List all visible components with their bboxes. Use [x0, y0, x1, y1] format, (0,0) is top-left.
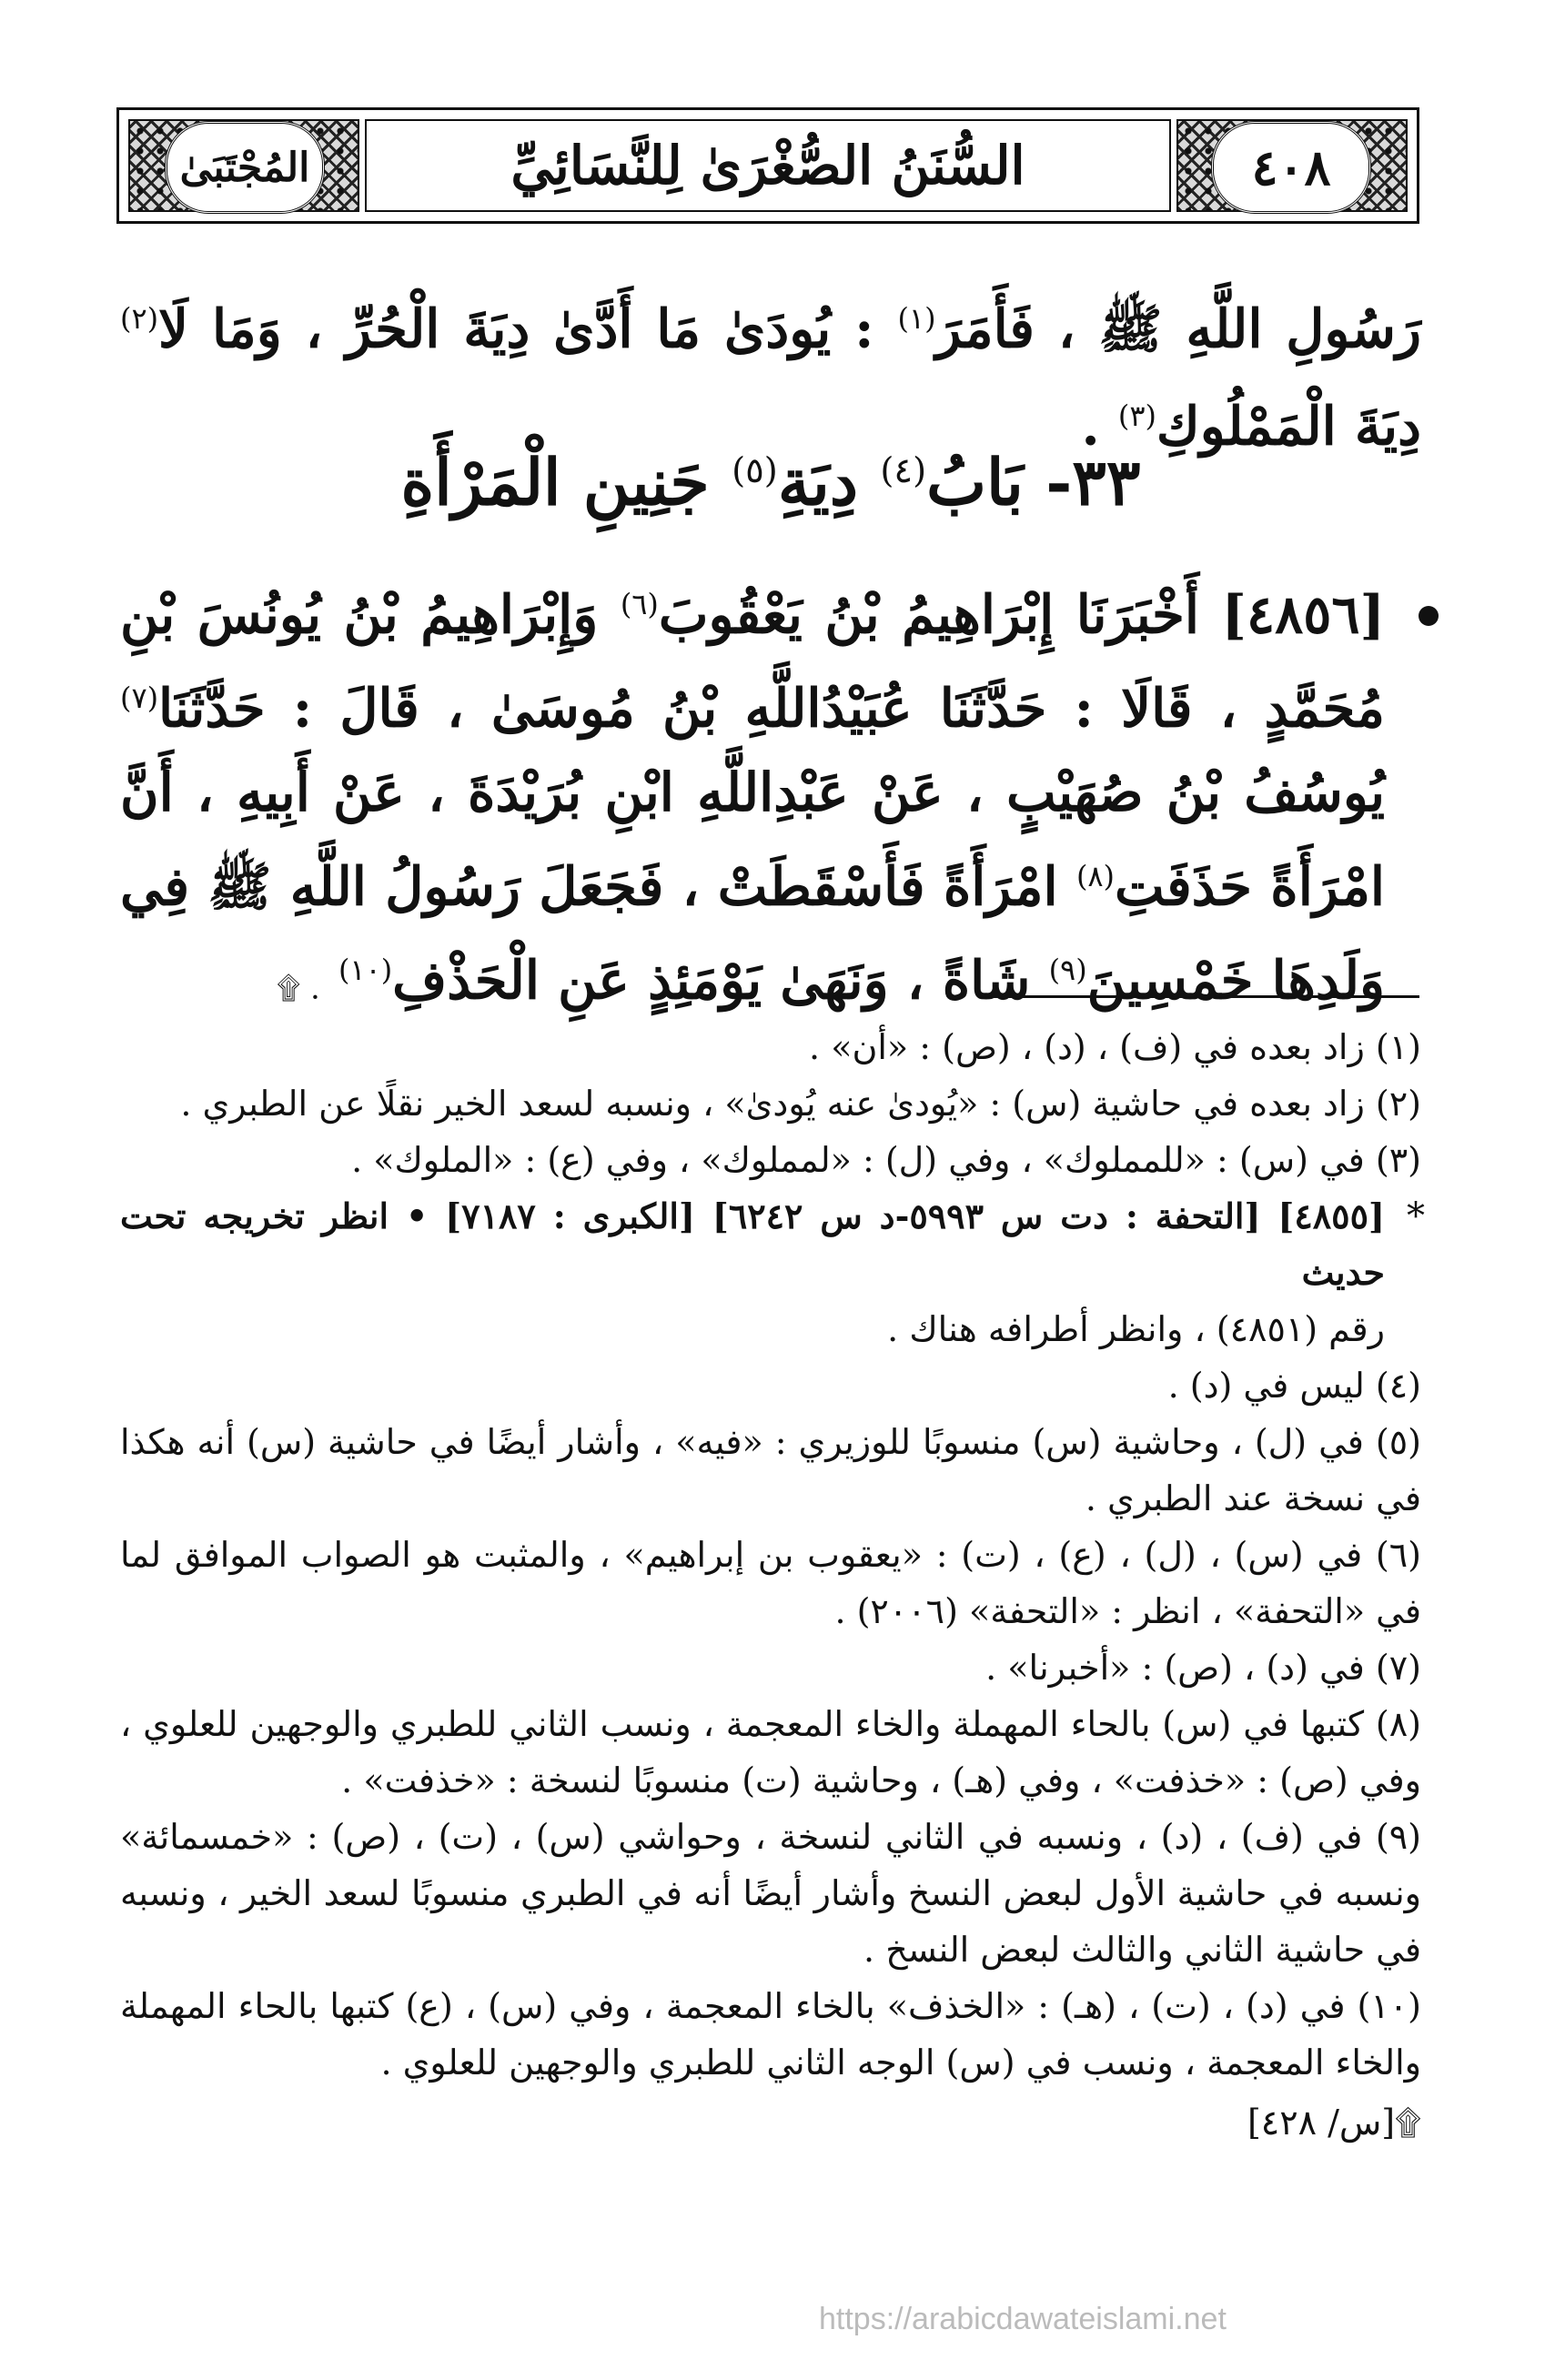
footnote-ref-5: (٥) [732, 450, 778, 491]
continuation-part-3: دِيَةَ الْمَمْلُوكِ [1156, 395, 1421, 458]
continuation-end: . [1081, 395, 1100, 458]
takhrij-bold: [٤٨٥٥] [التحفة : دت س ٥٩٩٣-د س ٦٢٤٢] [الكبرى : ٧١٨٧] • انظر تخريجه تحت حديث [120, 1195, 1385, 1293]
footnote-1: (١) زاد بعده في (ف) ، (د) ، (ص) : «أن» . [809, 1027, 1421, 1067]
footnote-separator [983, 995, 1419, 998]
footnote-ref-4: (٤) [880, 450, 927, 491]
footnote-8: (٨) كتبها في (س) بالحاء المهملة والخاء المعجمة ، ونسب الثاني للطبري والوجهين للعلوي ، وفي (ص) : «خذفت» ، وفي (هـ) ، وحاشية (ت) منسوبًا لنسخة : «خذفت» . [120, 1704, 1421, 1800]
chapter-label: ٣٣- بَابُ [926, 444, 1141, 520]
hadith-text [120, 562, 1385, 1030]
chapter-heading [120, 426, 1421, 528]
footnote-ref-10: (١٠) [338, 952, 393, 987]
footnote-10: (١٠) في (د) ، (ت) ، (هـ) : «الخذف» بالخاء المعجمة ، وفي (س) ، (ع) كتبها بالحاء المهملة والخاء المعجمة ، ونسب في (س) الوجه الثاني للطبري والوجهين للعلوي . [120, 1986, 1421, 2082]
hadith-part-1: أَخْبَرَنَا إِبْرَاهِيمُ بْنُ يَعْقُوبَ [658, 583, 1199, 646]
takhrij-rest: رقم (٤٨٥١) ، وانظر أطرافه هناك . [887, 1309, 1385, 1349]
footnote-ref-3: (٣) [1117, 398, 1156, 434]
footnote-9: (٩) في (ف) ، (د) ، ونسبه في الثاني لنسخة ، وحواشي (س) ، (ت) ، (ص) : «خمسمائة» ونسبه في حاشية الأول لبعض النسخ وأشار أيضًا أنه في الطبري منسوبًا لسعد الخير ، ونسبه في حاشية الثاني والثالث لبعض النسخ . [120, 1817, 1421, 1970]
hadith-bullet [1419, 606, 1439, 626]
hadith-part-2: وَإِبْرَاهِيمُ بْنُ يُونُسَ بْنِ مُحَمَّدٍ ، قَالَا : حَدَّثَنَا عُبَيْدُاللَّهِ بْنُ مُوسَىٰ ، قَالَ : حَدَّثَنَا [120, 583, 1385, 740]
footnote-7: (٧) في (د) ، (ص) : «أخبرنا» . [985, 1648, 1421, 1688]
footnote-ref-2: (٢) [120, 301, 159, 336]
continuation-part-1: رَسُولِ اللَّهِ ﷺ ، فَأَمَرَ [935, 298, 1421, 360]
asterisk-icon: * [1407, 1195, 1425, 1237]
continuation-part-2: : يُودَىٰ مَا أَدَّىٰ دِيَةَ الْحُرِّ ، وَمَا لَا [158, 298, 874, 360]
hadith-part-3: يُوسُفُ بْنُ صُهَيْبٍ ، عَنْ عَبْدِاللَّهِ ابْنِ بُرَيْدَةَ ، عَنْ أَبِيهِ ، أَنَّ امْرَأَةً حَذَفَتِ [120, 761, 1385, 917]
running-title: السُّنَنُ الصُّغْرَىٰ لِلنَّسَائِيِّ [365, 119, 1171, 212]
footnotes [120, 1019, 1425, 2151]
hadith-end: . ۩ [277, 970, 320, 1007]
footnote-3: (٣) في (س) : «للمملوك» ، وفي (ل) : «لمملوك» ، وفي (ع) : «الملوك» . [351, 1140, 1421, 1180]
page-reference: ۩[س/ ٤٢٨] [1247, 2103, 1421, 2143]
footnote-2: (٢) زاد بعده في حاشية (س) : «يُودىٰ عنه يُودىٰ» ، ونسبه لسعد الخير نقلًا عن الطبري . [180, 1084, 1421, 1124]
footnote-6: (٦) في (س) ، (ل) ، (ع) ، (ت) : «يعقوب بن إبراهيم» ، والمثبت هو الصواب الموافق لما في «التحفة» ، انظر : «التحفة» (٢٠٠٦) . [120, 1535, 1421, 1631]
chapter-tail: جَنِينِ الْمَرْأَةِ [400, 444, 710, 520]
hadith-part-4: امْرَأَةً فَأَسْقَطَتْ ، فَجَعَلَ رَسُولُ اللَّهِ ﷺ فِي وَلَدِهَا خَمْسِينَ [120, 854, 1385, 1012]
footnote-ref-9: (٩) [1048, 952, 1087, 987]
footnote-ref-7: (٧) [120, 681, 159, 716]
hadith-part-5: شَاةً ، وَنَهَىٰ يَوْمَئِذٍ عَنِ الْحَذْفِ [392, 949, 1031, 1012]
hadith-number: [٤٨٥٦] [1221, 583, 1385, 646]
book-medallion: المُجْتَبَىٰ [165, 121, 325, 214]
page-number: ٤٠٨ [1211, 121, 1371, 214]
footnote-5: (٥) في (ل) ، وحاشية (س) منسوبًا للوزيري : «فيه» ، وأشار أيضًا في حاشية (س) أنه هكذا في نسخة عند الطبري . [120, 1422, 1421, 1518]
footnote-ref-8: (٨) [1075, 858, 1115, 893]
page-header [116, 107, 1419, 224]
footnote-ref-6: (٦) [620, 587, 659, 621]
footnote-4: (٤) ليس في (د) . [1167, 1366, 1421, 1406]
takhrij-block [120, 1188, 1425, 1357]
watermark: https://arabicdawateislami.net [819, 2302, 1227, 2336]
footnote-ref-1: (١) [897, 301, 936, 336]
chapter-mid: دِيَةِ [777, 444, 858, 520]
